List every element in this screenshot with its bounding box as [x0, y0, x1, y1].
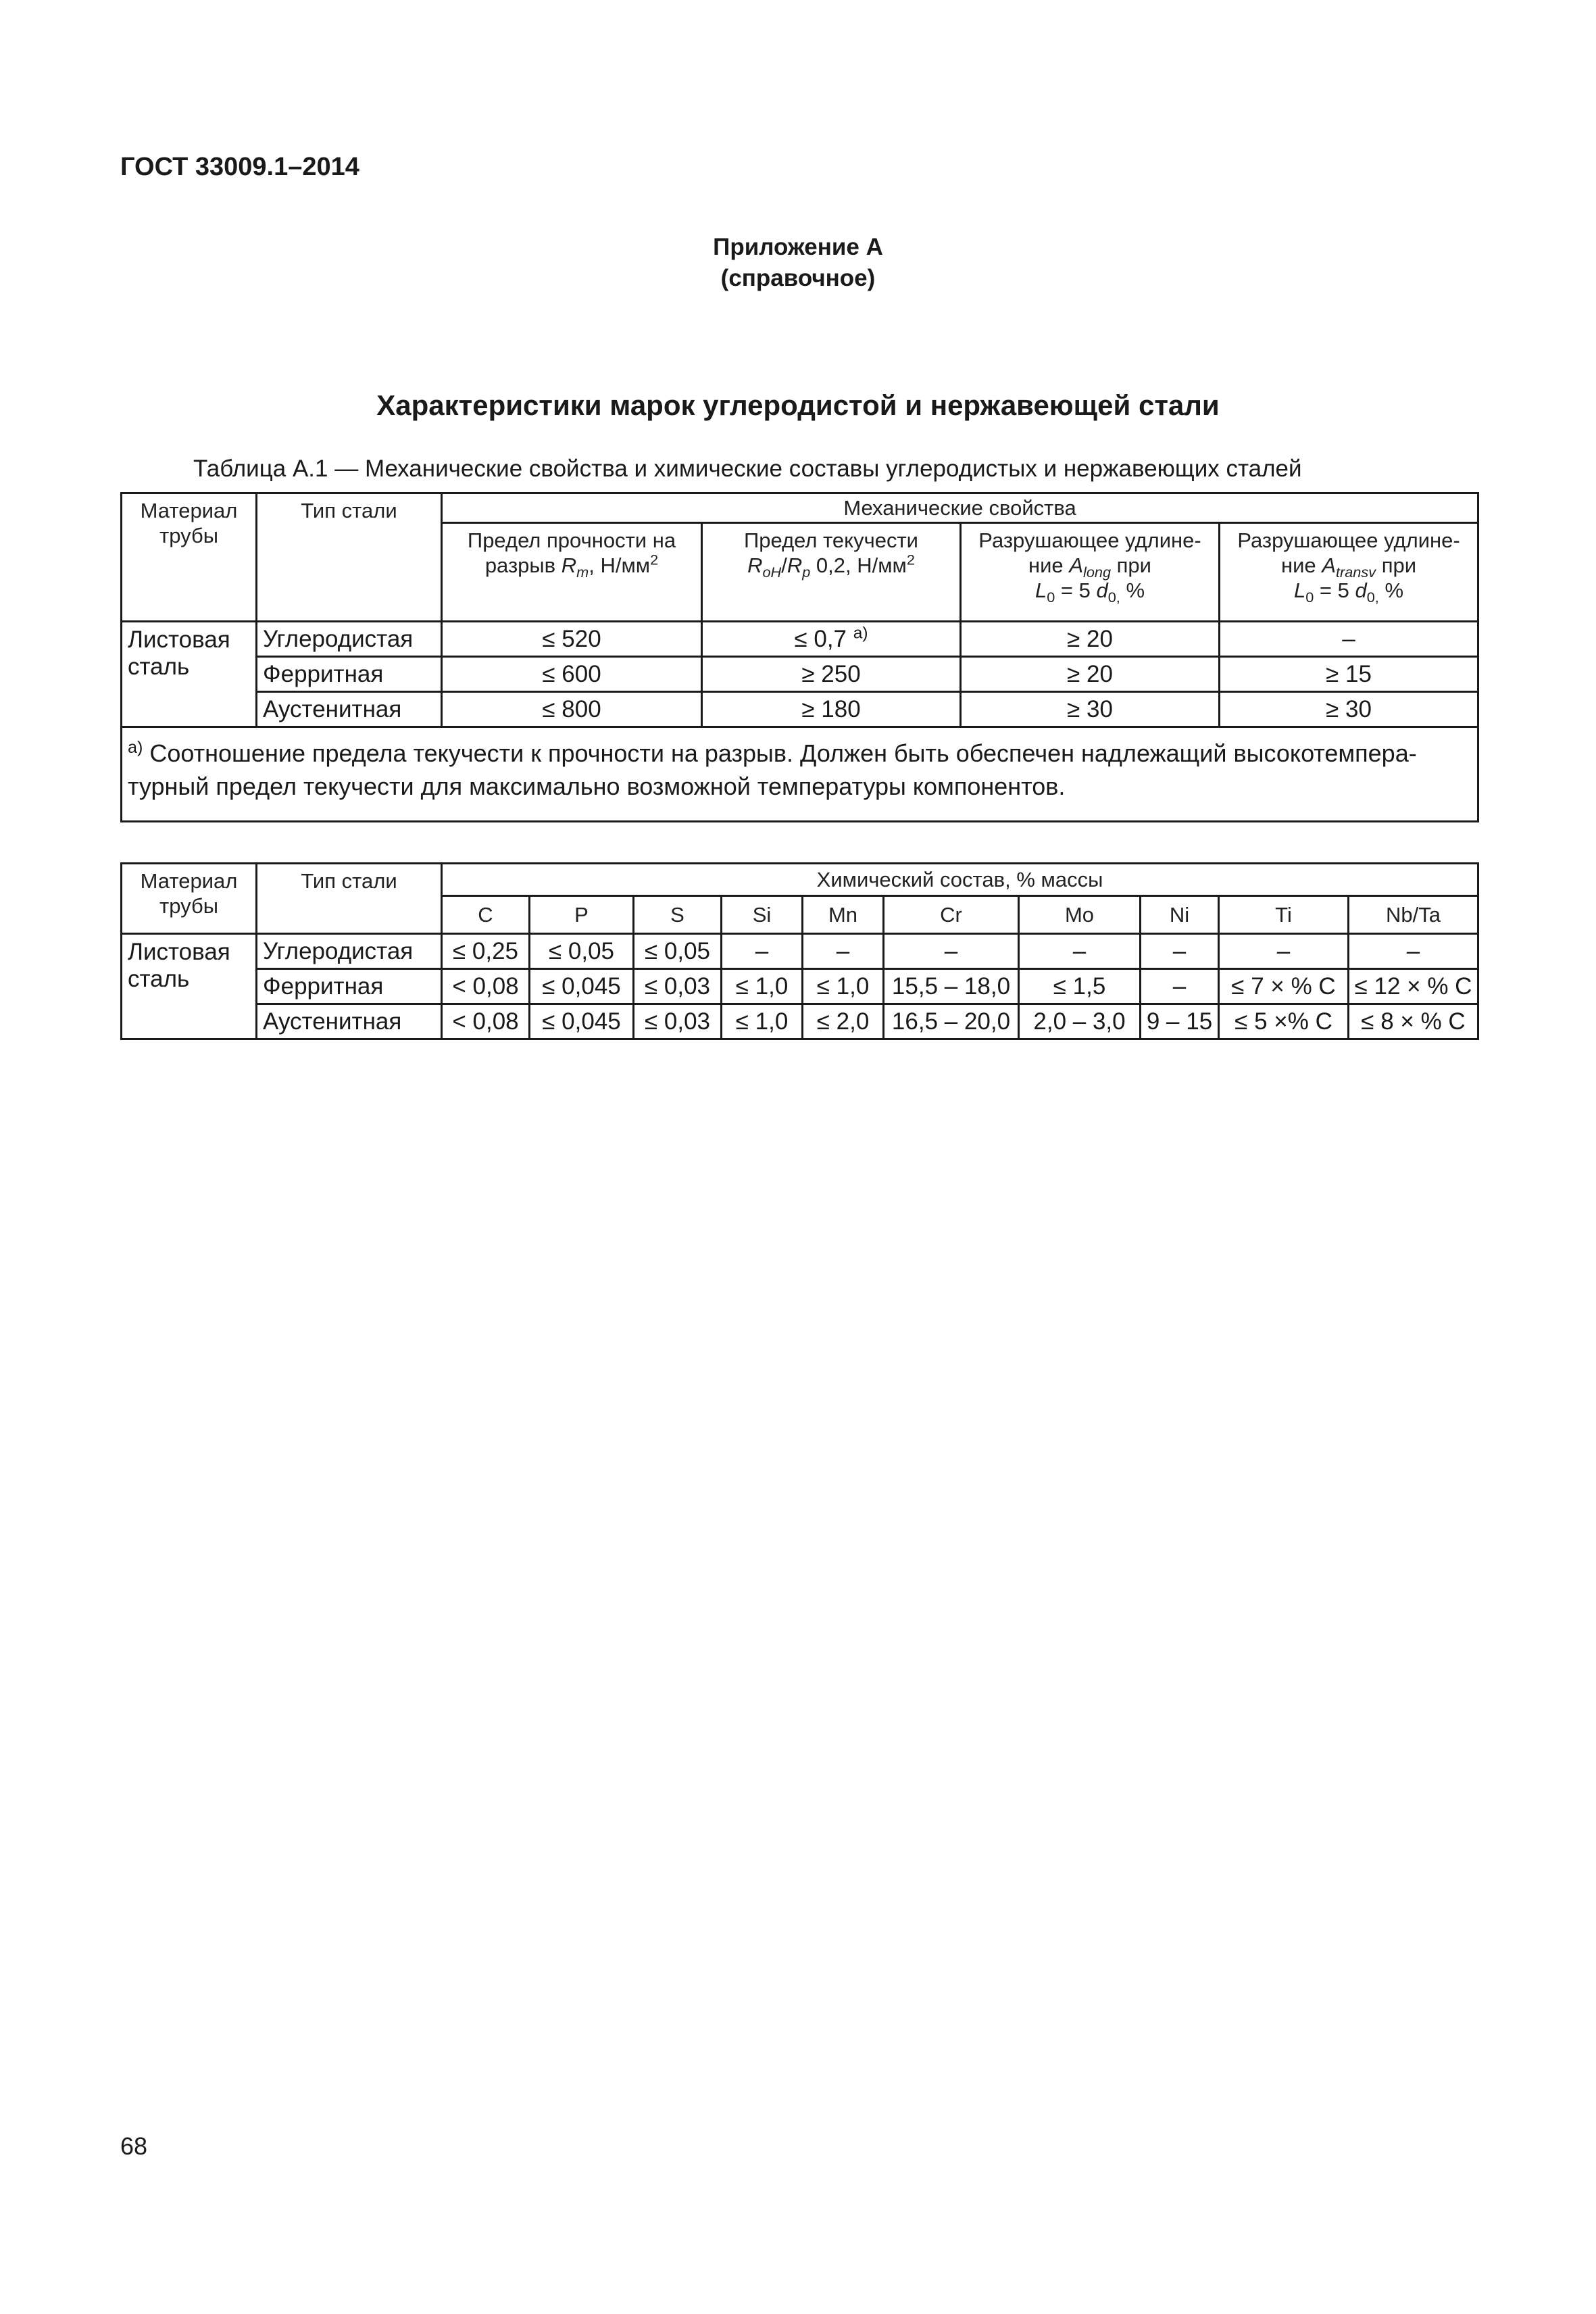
- tensile-cell: ≤ 600: [442, 657, 702, 692]
- table-caption: Таблица А.1 — Механические свойства и химические составы углеродистых и нержавеющих сталей: [193, 456, 1302, 482]
- header-steel-type: Тип стали: [257, 493, 442, 622]
- composition-cell: –: [1349, 934, 1478, 969]
- composition-cell: –: [803, 934, 884, 969]
- header-tensile-strength: Предел прочности на разрыв $R_m$, $Н/мм^2$: [442, 523, 702, 622]
- section-title: Характеристики марок углеродистой и нержавеющей стали: [376, 389, 1220, 421]
- header-element-si: Si: [722, 896, 803, 934]
- header-material: Материал трубы: [122, 493, 257, 622]
- header-element-mo: Mo: [1019, 896, 1141, 934]
- header-elongation-long: Разрушающее удлине-ние $A_{long}$ при $L_0 = 5$ $d_{0,}$ %: [961, 523, 1220, 622]
- tensile-cell: ≤ 800: [442, 692, 702, 727]
- yield-cell: ≤ 0,7 $^{а)}$: [702, 622, 961, 657]
- composition-cell: 2,0 – 3,0: [1019, 1004, 1141, 1039]
- header-steel-type: Тип стали: [257, 864, 442, 934]
- header-element-c: C: [442, 896, 530, 934]
- composition-cell: < 0,08: [442, 969, 530, 1004]
- steel-type-cell: Ферритная: [257, 657, 442, 692]
- header-element-ti: Ti: [1219, 896, 1349, 934]
- tensile-cell: ≤ 520: [442, 622, 702, 657]
- composition-cell: –: [1019, 934, 1141, 969]
- material-cell: Листовая сталь: [122, 934, 257, 1039]
- composition-cell: 9 – 15: [1141, 1004, 1219, 1039]
- composition-cell: –: [1219, 934, 1349, 969]
- footnote-ref: а): [853, 623, 868, 642]
- chemical-composition-table: [120, 862, 1479, 1040]
- composition-cell: –: [1141, 969, 1219, 1004]
- header-mechanical-properties: Механические свойства: [442, 493, 1478, 523]
- elongation-transv-cell: ≥ 15: [1220, 657, 1478, 692]
- elongation-long-cell: ≥ 20: [961, 622, 1220, 657]
- page-number: 68: [120, 2132, 148, 2160]
- composition-cell: ≤ 0,25: [442, 934, 530, 969]
- header-element-cr: Cr: [884, 896, 1019, 934]
- composition-cell: ≤ 8 × % C: [1349, 1004, 1478, 1039]
- material-cell: Листовая сталь: [122, 622, 257, 727]
- composition-cell: ≤ 1,0: [722, 1004, 803, 1039]
- composition-cell: ≤ 2,0: [803, 1004, 884, 1039]
- composition-cell: –: [1141, 934, 1219, 969]
- composition-cell: ≤ 1,5: [1019, 969, 1141, 1004]
- composition-cell: ≤ 0,05: [634, 934, 722, 969]
- header-element-nb-ta: Nb/Ta: [1349, 896, 1478, 934]
- composition-cell: 16,5 – 20,0: [884, 1004, 1019, 1039]
- composition-cell: ≤ 1,0: [803, 969, 884, 1004]
- composition-cell: ≤ 0,03: [634, 1004, 722, 1039]
- header-elongation-transv: Разрушающее удлине-ние $A_{transv}$ при $L_0 = 5$ $d_{0,}$ %: [1220, 523, 1478, 622]
- composition-cell: ≤ 0,05: [530, 934, 634, 969]
- table-row: [122, 934, 1478, 969]
- composition-cell: < 0,08: [442, 1004, 530, 1039]
- annex-title: Приложение А: [713, 234, 883, 260]
- header-element-mn: Mn: [803, 896, 884, 934]
- mechanical-properties-table: [120, 492, 1479, 822]
- composition-cell: ≤ 1,0: [722, 969, 803, 1004]
- composition-cell: ≤ 0,045: [530, 1004, 634, 1039]
- composition-cell: –: [884, 934, 1019, 969]
- document-code: ГОСТ 33009.1–2014: [120, 153, 359, 181]
- steel-type-cell: Углеродистая: [257, 934, 442, 969]
- steel-type-cell: Ферритная: [257, 969, 442, 1004]
- composition-cell: 15,5 – 18,0: [884, 969, 1019, 1004]
- composition-cell: ≤ 5 ×% C: [1219, 1004, 1349, 1039]
- table-footnote: $^{а)}$ Соотношение предела текучести к прочности на разрыв. Должен быть обеспечен надлежащий высокотемпера-турный предел текучести для максимально возможной температуры компонентов.: [122, 727, 1478, 822]
- table-row: [122, 1004, 1478, 1039]
- header-yield-strength: Предел текучести $R_{oH}/R_p$ 0,2, $Н/мм^2$: [702, 523, 961, 622]
- steel-type-cell: Аустенитная: [257, 692, 442, 727]
- table-row: [122, 692, 1478, 727]
- annex-subtitle: (справочное): [720, 265, 876, 291]
- yield-cell: ≥ 180: [702, 692, 961, 727]
- elongation-transv-cell: ≥ 30: [1220, 692, 1478, 727]
- steel-type-cell: Аустенитная: [257, 1004, 442, 1039]
- header-chemical-composition: Химический состав, % массы: [442, 864, 1478, 896]
- table-row: [122, 969, 1478, 1004]
- composition-cell: ≤ 12 × % C: [1349, 969, 1478, 1004]
- table-row: [122, 657, 1478, 692]
- header-element-p: P: [530, 896, 634, 934]
- composition-cell: ≤ 0,03: [634, 969, 722, 1004]
- elongation-transv-cell: –: [1220, 622, 1478, 657]
- header-material: Материал трубы: [122, 864, 257, 934]
- header-element-ni: Ni: [1141, 896, 1219, 934]
- steel-type-cell: Углеродистая: [257, 622, 442, 657]
- composition-cell: –: [722, 934, 803, 969]
- composition-cell: ≤ 7 × % C: [1219, 969, 1349, 1004]
- header-element-s: S: [634, 896, 722, 934]
- yield-cell: ≥ 250: [702, 657, 961, 692]
- table-row: [122, 622, 1478, 657]
- elongation-long-cell: ≥ 30: [961, 692, 1220, 727]
- elongation-long-cell: ≥ 20: [961, 657, 1220, 692]
- composition-cell: ≤ 0,045: [530, 969, 634, 1004]
- footnote-mark: а): [128, 738, 143, 757]
